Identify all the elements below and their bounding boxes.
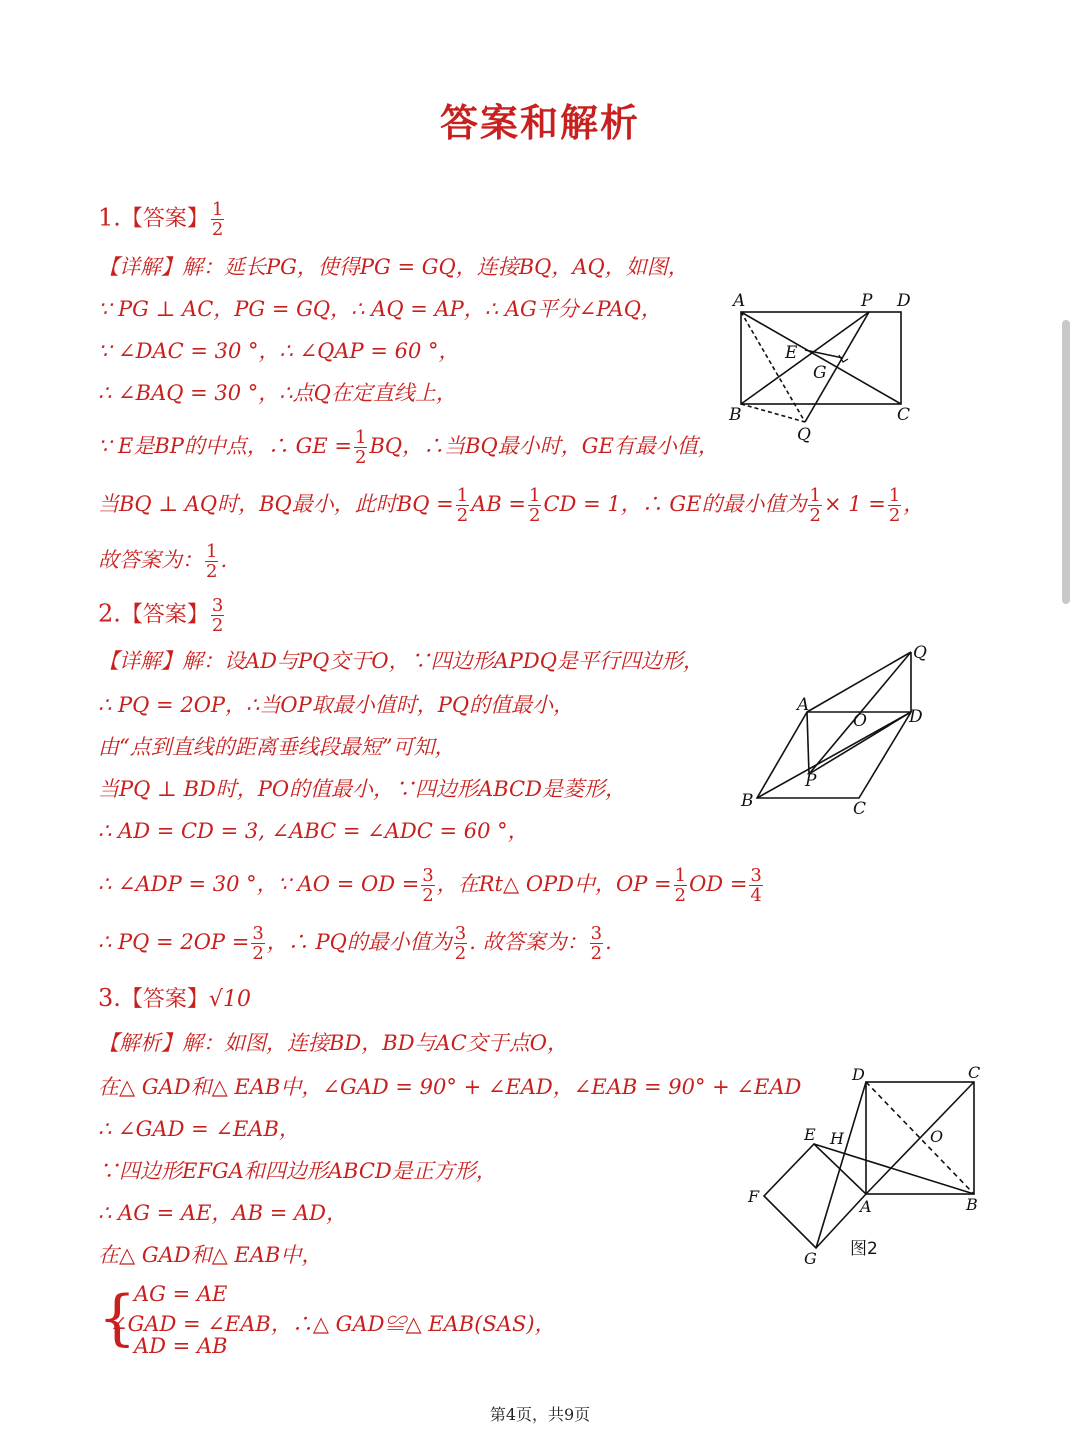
q3-line-5: ∴ AG = AE，AB = AD， xyxy=(98,1201,347,1225)
q1-line-4: ∴ ∠BAQ = 30 °，∴点Q在定直线上， xyxy=(98,381,457,405)
page-footer: 第4页，共9页 xyxy=(489,1405,591,1424)
q3-line-1: 【解析】解：如图，连接BD，BD与AC交于点O， xyxy=(98,1031,568,1055)
q1-line-bp xyxy=(741,312,869,404)
q2-line-aq xyxy=(807,652,911,712)
q1-label-q: Q xyxy=(797,425,811,445)
q3-tag: 【答案】 xyxy=(120,987,209,1012)
page-title: 答案和解析 xyxy=(439,101,640,145)
q2-label-c: C xyxy=(853,799,867,819)
q3-system-row-1: AG = AE xyxy=(134,1282,228,1306)
q3-answer-line xyxy=(98,982,251,1013)
q3-label-h: H xyxy=(830,1129,844,1148)
q1-label-d: D xyxy=(897,291,911,311)
q2-figure xyxy=(735,640,935,820)
q3-square-efga xyxy=(764,1144,866,1248)
q2-label-a: A xyxy=(797,695,810,715)
q2-line-5: ∴ AD = CD = 3, ∠ABC = ∠ADC = 60 °， xyxy=(98,819,529,843)
q2-line-1: 【详解】解：设AD与PQ交于O，∵四边形APDQ是平行四边形， xyxy=(98,649,704,673)
q3-system-row-2: ∠GAD = ∠EAB，∴△ GAD≌△ EAB(SAS)， xyxy=(110,1312,556,1336)
q3-number: 3. xyxy=(98,984,121,1012)
q3-label-e: E xyxy=(804,1125,816,1144)
q1-answer-frac: $\frac{1}{2}$ xyxy=(211,199,224,240)
q2-label-o: O xyxy=(853,711,867,731)
q3-label-b: B xyxy=(966,1195,978,1214)
q3-line-3: ∴ ∠GAD = ∠EAB， xyxy=(98,1117,300,1141)
q1-line-6: 当BQ ⊥ AQ时，BQ最小，此时BQ = $\frac{1}{2}$ AB = $\frac{1}{2}$ CD = 1，∴ GE的最小值为 $\frac{1}{2}$ × 1 = $\frac{1}{2}$ ， xyxy=(98,485,925,526)
q2-line-4: 当PQ ⊥ BD时，PO的值最小，∵四边形ABCD是菱形， xyxy=(98,777,626,801)
q1-answer-line xyxy=(98,200,226,239)
q2-tag: 【答案】 xyxy=(120,602,209,628)
q3-system-row-3: AD = AB xyxy=(134,1334,228,1358)
q3-label-d: D xyxy=(852,1065,865,1084)
q2-line-2: ∴ PQ = 2OP，∴当OP取最小值时，PQ的值最小， xyxy=(98,693,575,717)
q2-label-p: P xyxy=(805,771,817,791)
q3-label-a: A xyxy=(860,1197,872,1216)
q2-label-d: D xyxy=(909,707,923,727)
q2-line-ap xyxy=(807,712,809,774)
q1-number: 1. xyxy=(98,203,121,232)
q3-line-gd xyxy=(816,1082,866,1248)
q1-label-p: P xyxy=(861,291,873,311)
scrollbar-thumb[interactable] xyxy=(1062,320,1070,604)
q1-line-5: ∵ E是BP的中点，∴ GE = $\frac{1}{2}$ BQ，∴当BQ最小时，GE有最小值， xyxy=(98,427,719,468)
q2-answer-frac: $\frac{3}{2}$ xyxy=(211,595,224,636)
q3-figure-caption: 图2 xyxy=(850,1239,878,1259)
q1-tag: 【答案】 xyxy=(120,206,209,232)
q3-answer: √10 xyxy=(208,987,251,1012)
q1-line-1: 【详解】解：延长PG，使得PG = GQ，连接BQ，AQ，如图， xyxy=(98,255,689,279)
q2-line-7: ∴ PQ = 2OP = $\frac{3}{2}$ ，∴ PQ的最小值为 $\frac{3}{2}$ . 故答案为： $\frac{3}{2}$ . xyxy=(98,923,612,964)
q3-line-6: 在△ GAD和△ EAB中， xyxy=(98,1243,323,1267)
q1-label-a: A xyxy=(733,291,746,311)
q3-label-g: G xyxy=(804,1249,817,1268)
q3-figure xyxy=(740,1062,1000,1272)
q1-label-c: C xyxy=(897,405,911,425)
q2-label-q: Q xyxy=(913,643,927,663)
q3-line-4: ∵四边形EFGA和四边形ABCD是正方形， xyxy=(98,1159,497,1183)
q3-label-f: F xyxy=(748,1187,760,1206)
q1-label-g: G xyxy=(813,363,827,383)
q1-label-b: B xyxy=(729,405,742,425)
q2-diagonal-bd xyxy=(757,712,911,798)
q3-label-o: O xyxy=(930,1127,944,1146)
q2-answer-line xyxy=(98,596,226,635)
q1-line-bq xyxy=(741,404,805,422)
q3-label-c: C xyxy=(968,1063,981,1082)
q1-line-2: ∵ PG ⊥ AC，PG = GQ，∴ AQ = AP，∴ AG平分∠PAQ， xyxy=(98,297,662,321)
q2-number: 2. xyxy=(98,599,121,628)
q3-line-2: 在△ GAD和△ EAB中，∠GAD = 90° + ∠EAD，∠EAB = 90° + ∠EAD xyxy=(98,1075,802,1099)
q1-line-aq xyxy=(741,312,805,422)
q3-brace: { xyxy=(98,1283,137,1353)
q2-label-b: B xyxy=(741,791,754,811)
q1-diagonal-ac xyxy=(741,312,901,404)
q1-figure xyxy=(725,288,925,448)
q2-line-3: 由“点到直线的距离垂线段最短”可知， xyxy=(98,735,456,759)
q1-label-e: E xyxy=(785,343,798,363)
q1-line-3: ∵ ∠DAC = 30 °，∴ ∠QAP = 60 °， xyxy=(98,339,460,363)
q2-line-6: ∴ ∠ADP = 30 °，∵ AO = OD = $\frac{3}{2}$ ，在Rt△ OPD中，OP = $\frac{1}{2}$ OD = $\frac{3}{4}$ xyxy=(98,865,762,906)
q1-line-7: 故答案为： $\frac{1}{2}$ . xyxy=(98,541,228,582)
